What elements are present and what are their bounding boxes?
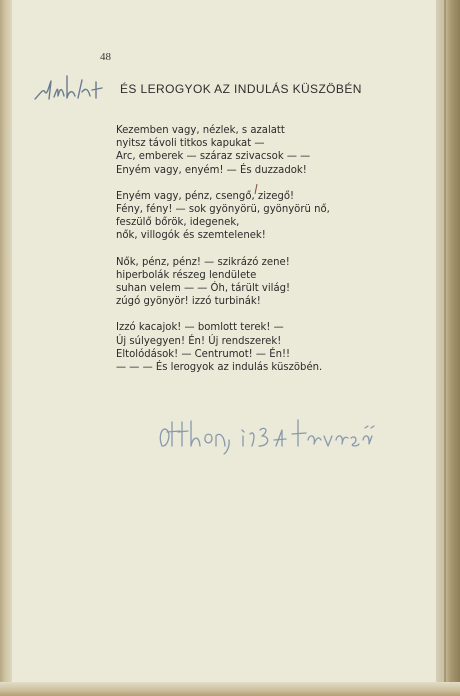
poem-line: — — — És lerogyok az indulás küszöbén. — [116, 361, 323, 374]
stanza — [116, 124, 404, 177]
stanza — [116, 190, 404, 243]
stanza — [116, 256, 404, 309]
page-edge-bottom — [0, 682, 460, 696]
poem-body — [116, 124, 404, 387]
page-edge-right — [436, 0, 460, 696]
poem-line: zúgó gyönyör! izzó turbinák! — [116, 295, 261, 308]
page-number: 48 — [100, 51, 111, 63]
poem-line: Enyém vagy, enyém! — És duzzadok! — [116, 163, 307, 176]
poem-line: Arc, emberek — száraz szivacsok — — — [116, 150, 311, 163]
poem-line: Fény, fény! — sok gyönyörü, gyönyörü nő, — [116, 203, 330, 216]
poem-line: Izzó kacajok! — bomlott terek! — — [116, 321, 284, 334]
handwritten-signature-icon — [158, 416, 378, 456]
poem-line: nők, villogók és szemtelenek! — [116, 229, 266, 242]
poem-title: ÉS LEROGYOK AZ INDULÁS KÜSZÖBÉN — [120, 82, 362, 96]
poem-line: nyitsz távoli titkos kapukat — — [116, 137, 265, 150]
page-gutter — [0, 0, 12, 696]
handwritten-margin-note-icon — [32, 72, 104, 104]
stanza — [116, 321, 404, 374]
poem-line: Nők, pénz, pénz! — szikrázó zene! — [116, 255, 290, 268]
poem-line: Kezemben vagy, nézlek, s azalatt — [116, 124, 285, 136]
poem-line: hiperbolák részeg lendülete — [116, 268, 257, 281]
poem-line: Enyém vagy, pénz, csengő, zizegő! — [116, 189, 295, 202]
poem-line: Új súlyegyen! Én! Új rendszerek! — [116, 334, 282, 347]
page-edge-line — [444, 0, 446, 696]
poem-line: suhan velem — — Óh, tárült világ! — [116, 282, 291, 295]
poem-line: feszülő bőrök, idegenek, — [116, 216, 240, 229]
poem-line: Eltolódások! — Centrumot! — Én!! — [116, 347, 291, 360]
